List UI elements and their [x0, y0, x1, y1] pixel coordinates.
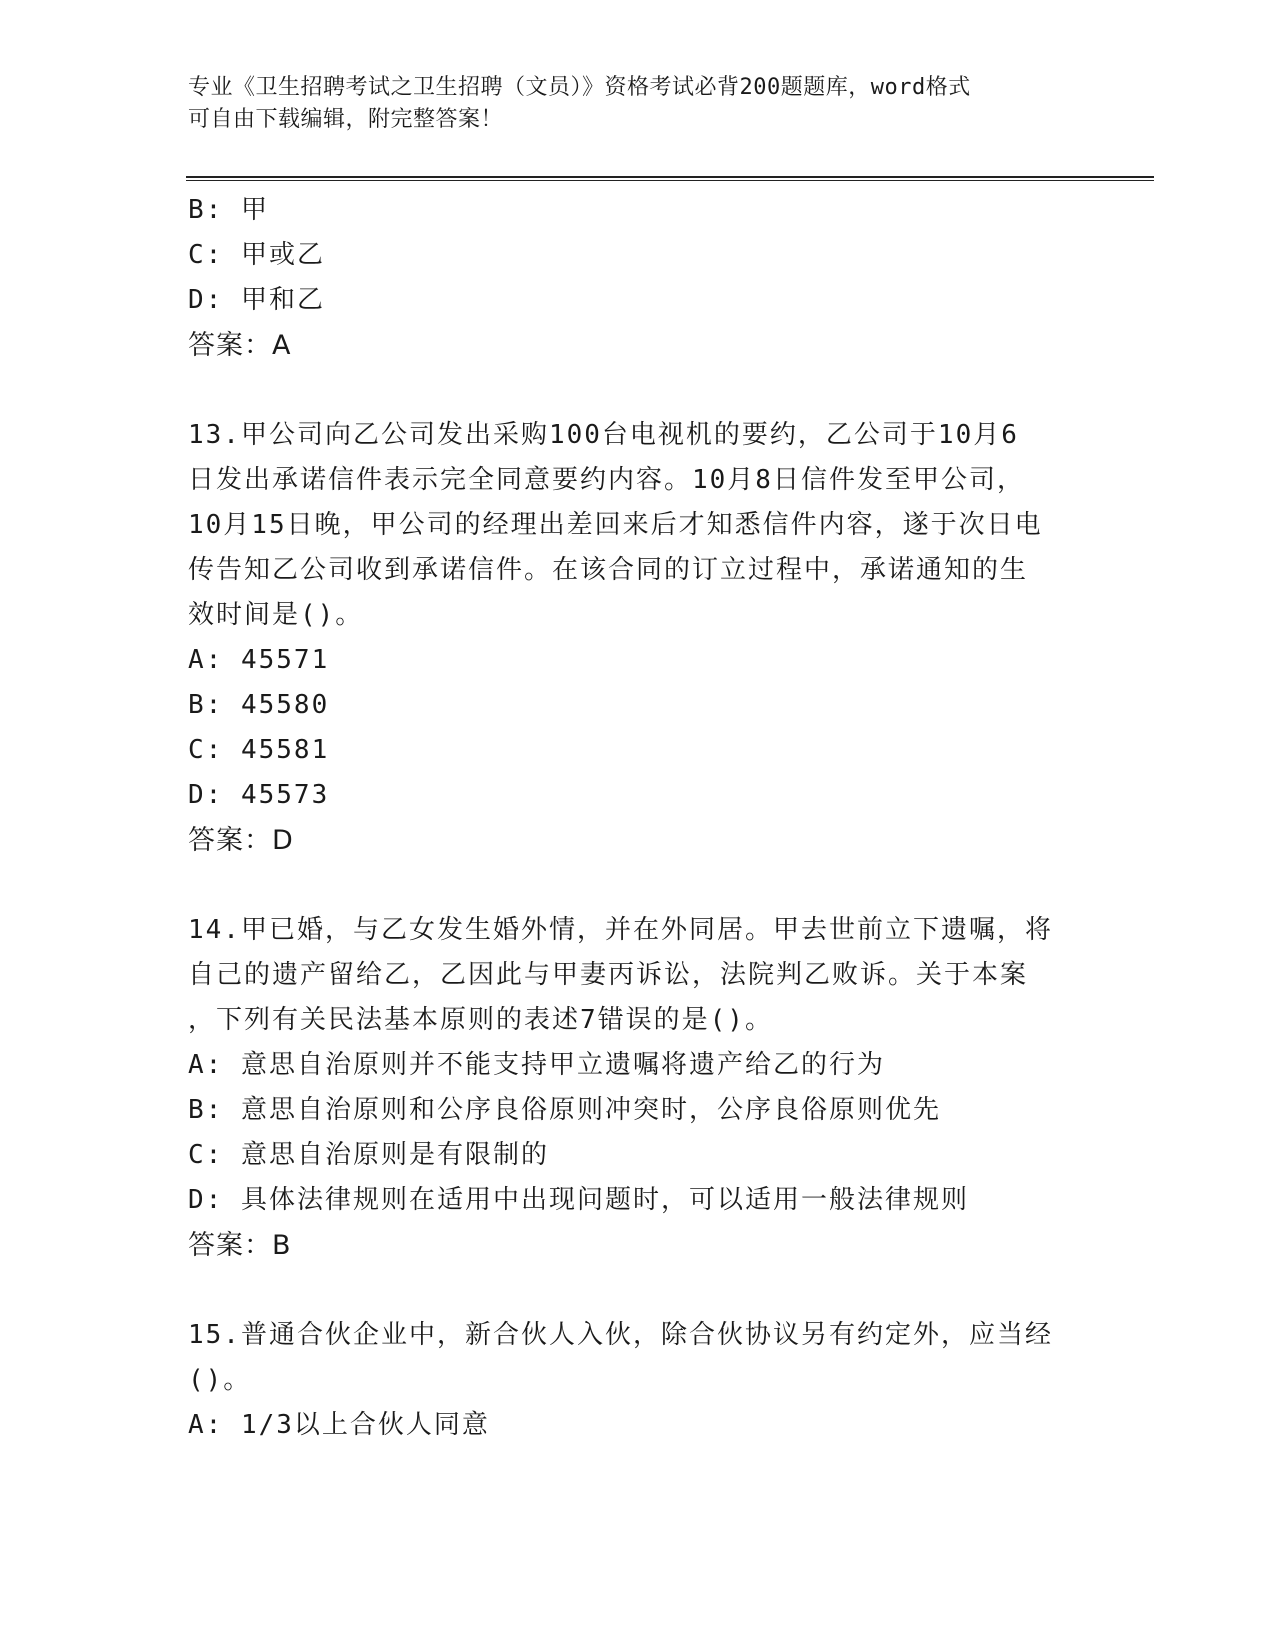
question-stem-line: 自己的遗产留给乙，乙因此与甲妻丙诉讼，法院判乙败诉。关于本案 — [188, 960, 1029, 990]
spacer — [188, 863, 1088, 908]
answer: 答案：A — [188, 330, 292, 361]
question-14 — [188, 908, 1088, 1268]
option-c: C: 意思自治原则是有限制的 — [188, 1140, 549, 1170]
question-13 — [188, 413, 1088, 863]
question-15 — [188, 1313, 1088, 1448]
option-a: A: 1/3以上合伙人同意 — [188, 1410, 490, 1440]
question-stem-line: 15.普通合伙企业中，新合伙人入伙，除合伙协议另有约定外，应当经 — [188, 1320, 1053, 1350]
option-d: D: 甲和乙 — [188, 285, 325, 315]
page-header — [188, 72, 1068, 136]
header-title-line-1: 专业《卫生招聘考试之卫生招聘（文员）》资格考试必背200题题库，word格式 — [188, 75, 971, 100]
spacer — [188, 1268, 1088, 1313]
question-stem-line: 效时间是()。 — [188, 600, 364, 630]
question-content — [188, 188, 1088, 1448]
question-stem-line: ，下列有关民法基本原则的表述7错误的是()。 — [188, 1005, 773, 1035]
option-c: C: 甲或乙 — [188, 240, 325, 270]
option-b: B: 意思自治原则和公序良俗原则冲突时，公序良俗原则优先 — [188, 1095, 941, 1125]
header-title-line-2: 可自由下载编辑，附完整答案！ — [188, 107, 504, 132]
option-c: C: 45581 — [188, 735, 330, 765]
option-a: A: 意思自治原则并不能支持甲立遗嘱将遗产给乙的行为 — [188, 1050, 885, 1080]
question-stem-line: 14.甲已婚，与乙女发生婚外情，并在外同居。甲去世前立下遗嘱，将 — [188, 915, 1053, 945]
question-stem-line: 传告知乙公司收到承诺信件。在该合同的订立过程中，承诺通知的生 — [188, 555, 1029, 585]
question-stem-line: ()。 — [188, 1365, 252, 1395]
answer: 答案：D — [188, 825, 294, 856]
prev-question — [188, 188, 1088, 368]
header-divider — [186, 176, 1154, 181]
option-b: B: 甲 — [188, 195, 269, 225]
question-stem-line: 13.甲公司向乙公司发出采购100台电视机的要约，乙公司于10月6 — [188, 420, 1019, 450]
question-stem-line: 日发出承诺信件表示完全同意要约内容。10月8日信件发至甲公司， — [188, 465, 1025, 495]
option-b: B: 45580 — [188, 690, 330, 720]
option-d: D: 具体法律规则在适用中出现问题时，可以适用一般法律规则 — [188, 1185, 969, 1215]
answer: 答案：B — [188, 1230, 292, 1261]
question-stem-line: 10月15日晚，甲公司的经理出差回来后才知悉信件内容，遂于次日电 — [188, 510, 1043, 540]
option-a: A: 45571 — [188, 645, 330, 675]
option-d: D: 45573 — [188, 780, 330, 810]
spacer — [188, 368, 1088, 413]
